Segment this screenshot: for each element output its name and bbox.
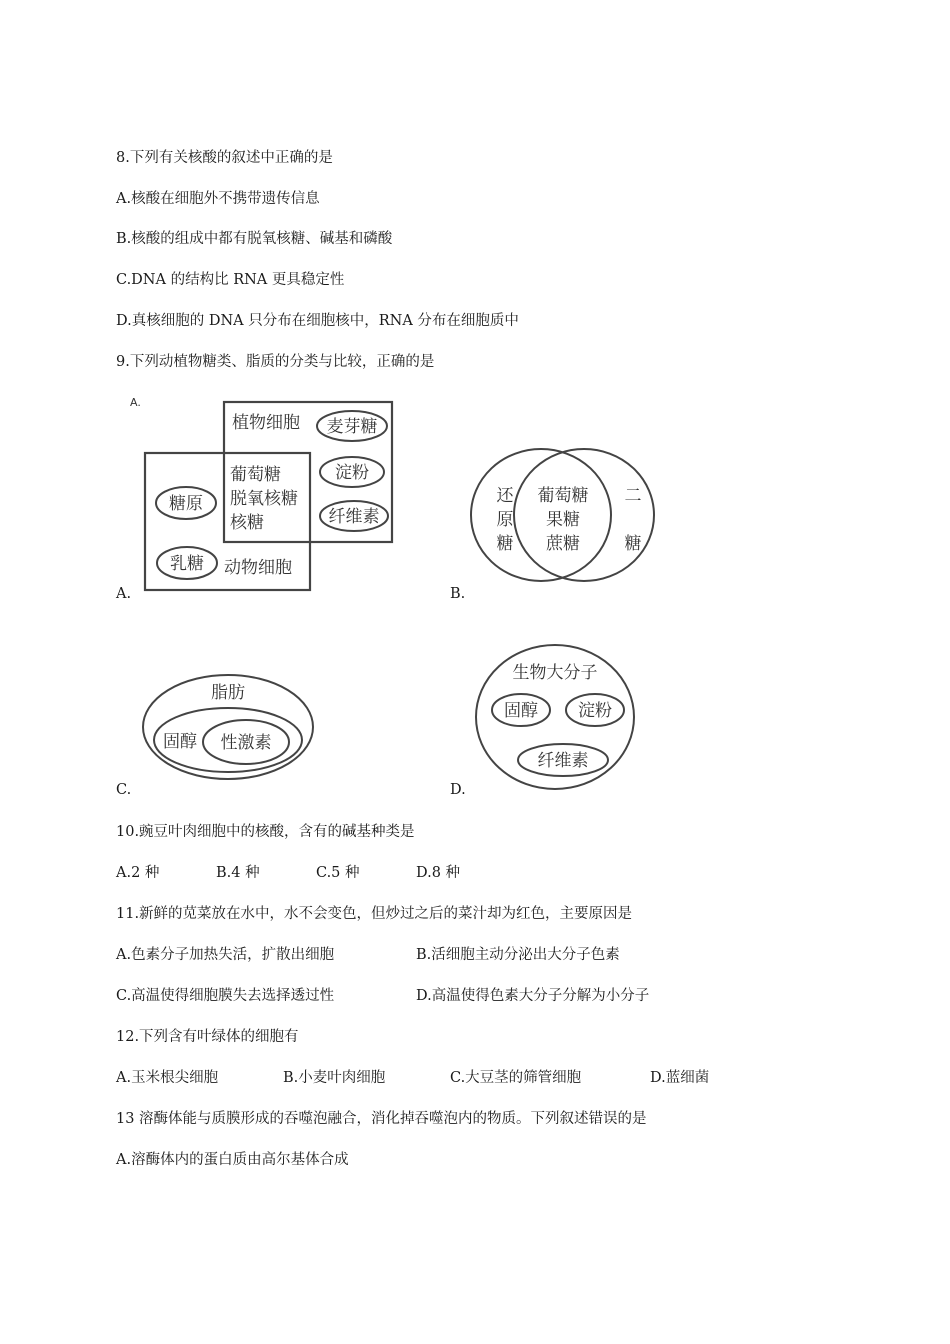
cellulose-label: 纤维素	[328, 507, 380, 527]
q12-option-c: C.大豆茎的筛管细胞	[450, 1070, 582, 1086]
q8-option-b: B.核酸的组成中都有脱氧核糖、碱基和磷酸	[116, 231, 393, 247]
maltose-label: 麦芽糖	[326, 417, 378, 437]
shared-glucose: 葡萄糖	[230, 465, 281, 485]
q13-option-a: A.溶酶体内的蛋白质由高尔基体合成	[116, 1152, 349, 1168]
q11-stem: 11.新鲜的苋菜放在水中，水不会变色，但炒过之后的菜汁却为红色，主要原因是	[116, 906, 633, 922]
q9-option-a-label: A.	[116, 586, 132, 602]
glycogen-label: 糖原	[169, 494, 203, 514]
q10-stem: 10.豌豆叶肉细胞中的核酸，含有的碱基种类是	[116, 824, 415, 840]
shared-ribose: 核糖	[230, 513, 264, 533]
d-item1: 固醇	[504, 701, 538, 721]
q8-stem: 8.下列有关核酸的叙述中正确的是	[116, 150, 333, 166]
b-left-3: 糖	[496, 534, 514, 554]
q9-option-d-label: D.	[450, 782, 466, 798]
c-inner-label: 性激素	[220, 733, 272, 753]
diagram-d	[470, 640, 650, 795]
disaccharide-circle	[514, 449, 654, 581]
q12-stem: 12.下列含有叶绿体的细胞有	[116, 1029, 299, 1045]
q11-option-c: C.高温使得细胞膜失去选择透过性	[116, 988, 335, 1004]
q8-option-a: A.核酸在细胞外不携带遗传信息	[116, 191, 320, 207]
b-right-2: 糖	[624, 534, 642, 554]
lactose-label: 乳糖	[170, 554, 204, 574]
q8-option-d: D.真核细胞的 DNA 只分布在细胞核中，RNA 分布在细胞质中	[116, 313, 519, 329]
q8-option-c: C.DNA 的结构比 RNA 更具稳定性	[116, 272, 345, 288]
d-item2: 淀粉	[578, 701, 612, 721]
q9-stem: 9.下列动植物糖类、脂质的分类与比较，正确的是	[116, 354, 435, 370]
q9-option-b-label: B.	[450, 586, 466, 602]
q11-option-a: A.色素分子加热失活，扩散出细胞	[116, 947, 335, 963]
q10-option-d: D.8 种	[416, 865, 461, 881]
diagram-a	[120, 390, 410, 600]
starch-label: 淀粉	[335, 463, 369, 483]
animal-cell-label: 动物细胞	[224, 558, 292, 578]
b-mid-1: 葡萄糖	[537, 486, 589, 506]
d-item3: 纤维素	[537, 751, 589, 771]
b-left-1: 还	[496, 486, 514, 506]
d-title: 生物大分子	[512, 663, 598, 683]
b-right-1: 二	[624, 486, 642, 506]
q10-option-c: C.5 种	[316, 865, 360, 881]
q12-option-b: B.小麦叶肉细胞	[283, 1070, 386, 1086]
c-mid-label: 固醇	[163, 732, 197, 752]
reducing-sugar-circle	[471, 449, 611, 581]
b-mid-3: 蔗糖	[546, 534, 580, 554]
q12-option-d: D.蓝细菌	[650, 1070, 710, 1086]
q10-option-b: B.4 种	[216, 865, 260, 881]
plant-cell-label: 植物细胞	[232, 413, 300, 433]
b-mid-2: 果糖	[546, 510, 580, 530]
b-left-2: 原	[496, 510, 514, 530]
q10-option-a: A.2 种	[116, 865, 160, 881]
c-outer-label: 脂肪	[211, 683, 245, 703]
diagram-a-corner: A.	[130, 396, 141, 409]
shared-deoxyribose: 脱氧核糖	[230, 489, 298, 509]
q11-option-b: B.活细胞主动分泌出大分子色素	[416, 947, 620, 963]
diagram-c	[140, 670, 320, 785]
q12-option-a: A.玉米根尖细胞	[116, 1070, 219, 1086]
diagram-b	[465, 445, 665, 585]
q9-option-c-label: C.	[116, 782, 132, 798]
q11-option-d: D.高温使得色素大分子分解为小分子	[416, 988, 650, 1004]
q13-stem: 13 溶酶体能与质膜形成的吞噬泡融合，消化掉吞噬泡内的物质。下列叙述错误的是	[116, 1111, 647, 1127]
